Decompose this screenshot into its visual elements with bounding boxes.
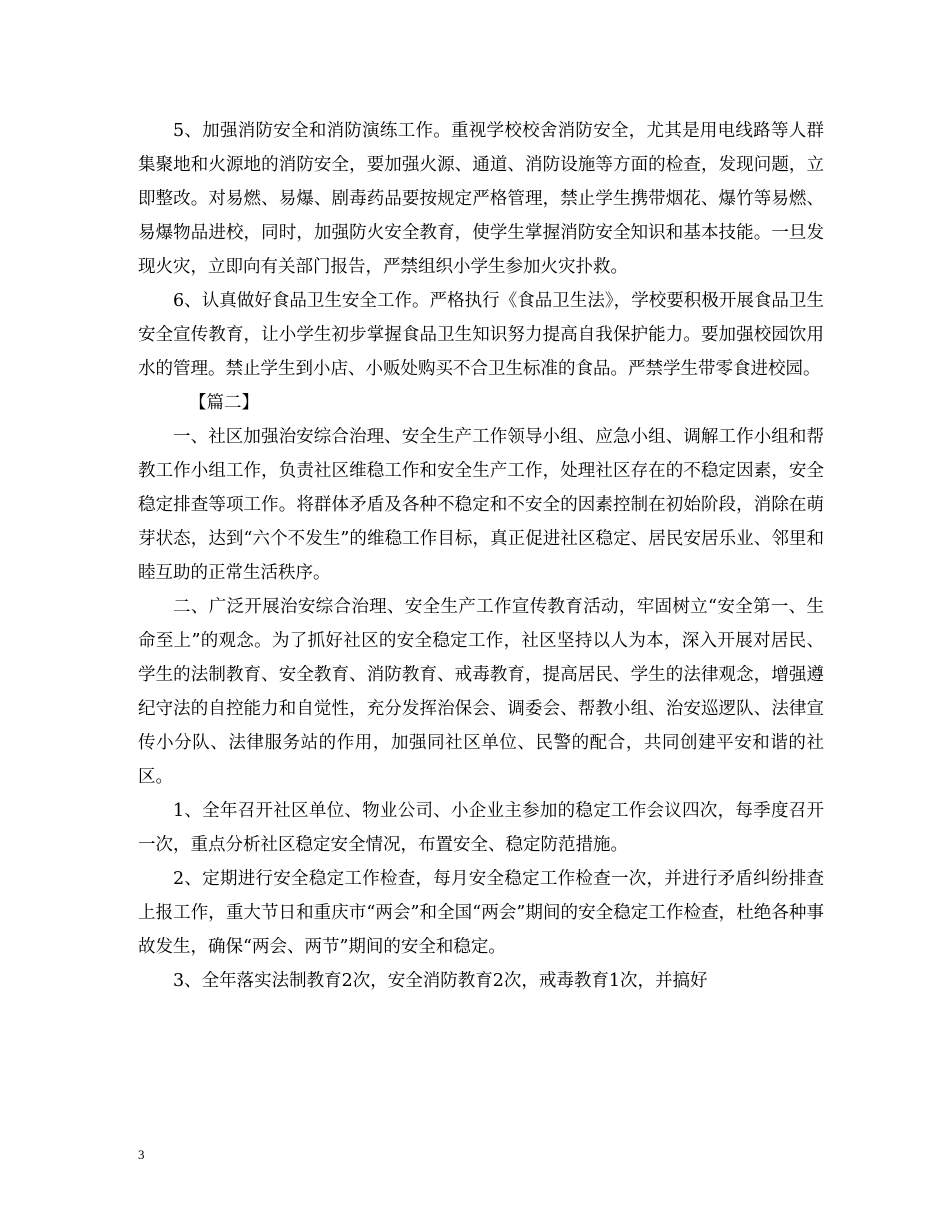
document-body [138,114,824,998]
paragraph-item-2: 2、定期进行安全稳定工作检查，每月安全稳定工作检查一次，并进行矛盾纠纷排查上报工作，重大节日和重庆市“两会”和全国“两会”期间的安全稳定工作检查，杜绝各种事故发生，确保“两会、两节”期间的安全和稳定。 [138,869,824,957]
paragraph-item-3: 3、全年落实法制教育2次，安全消防教育2次，戒毒教育1次，并搞好 [173,971,708,991]
page-number: 3 [138,1147,145,1162]
paragraph-food-safety: 6、认真做好食品卫生安全工作。严格执行《食品卫生法》，学校要积极开展食品卫生安全宣传教育，让小学生初步掌握食品卫生知识努力提高自我保护能力。要加强校园饮用水的管理。禁止学生到小店、小贩处购买不合卫生标准的食品。严禁学生带零食进校园。 [138,291,824,379]
section-heading: 【篇二】 [189,393,259,413]
paragraph-fire-safety: 5、加强消防安全和消防演练工作。重视学校校舍消防安全，尤其是用电线路等人群集聚地和火源地的消防安全，要加强火源、通道、消防设施等方面的检查，发现问题，立即整改。对易燃、易爆、剧毒药品要按规定严格管理，禁止学生携带烟花、爆竹等易燃、易爆物品进校，同时，加强防火安全教育，使学生掌握消防安全知识和基本技能。一旦发现火灾，立即向有关部门报告，严禁组织小学生参加火灾扑救。 [138,121,824,277]
paragraph-publicity-education: 二、广泛开展治安综合治理、安全生产工作宣传教育活动，牢固树立“安全第一、生命至上”的观念。为了抓好社区的安全稳定工作，社区坚持以人为本，深入开展对居民、学生的法制教育、安全教育、消防教育、戒毒教育，提高居民、学生的法律观念，增强遵纪守法的自控能力和自觉性，充分发挥治保会、调委会、帮教小组、治安巡逻队、法律宣传小分队、法律服务站的作用，加强同社区单位、民警的配合，共同创建平安和谐的社区。 [138,597,824,787]
paragraph-item-1: 1、全年召开社区单位、物业公司、小企业主参加的稳定工作会议四次，每季度召开一次，重点分析社区稳定安全情况，布置安全、稳定防范措施。 [138,801,824,855]
paragraph-community-governance: 一、社区加强治安综合治理、安全生产工作领导小组、应急小组、调解工作小组和帮教工作小组工作，负责社区维稳工作和安全生产工作，处理社区存在的不稳定因素，安全稳定排查等项工作。将群体矛盾及各种不稳定和不安全的因素控制在初始阶段，消除在萌芽状态，达到“六个不发生”的维稳工作目标，真正促进社区稳定、居民安居乐业、邻里和睦互助的正常生活秩序。 [138,427,824,583]
